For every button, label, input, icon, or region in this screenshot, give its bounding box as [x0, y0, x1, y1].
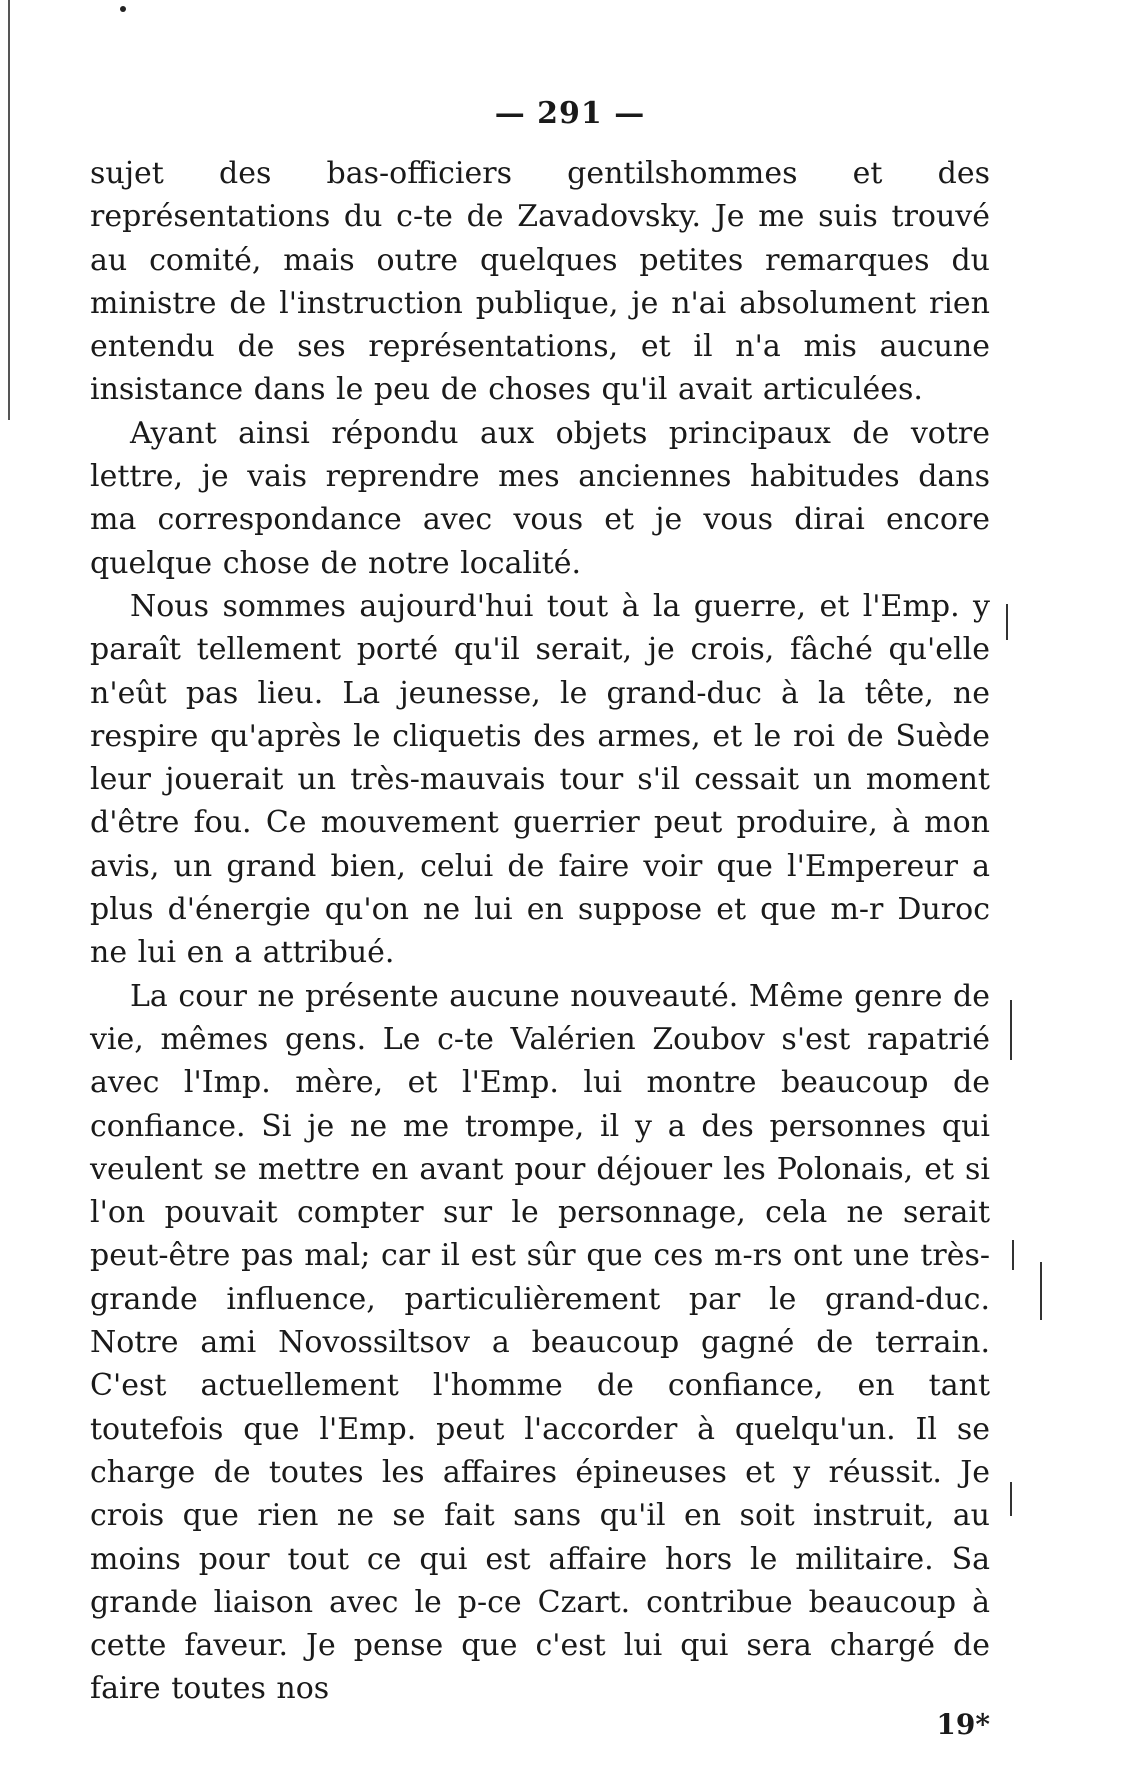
margin-mark-2	[1010, 1000, 1012, 1060]
ink-dot	[120, 6, 126, 12]
page-number: — 291 —	[494, 96, 646, 131]
paragraph-1: sujet des bas-officiers gentilshommes et des représentations du c-te de Zavadovsky. Je me suis trouvé au comité, mais outre quelques petites remarques du ministre de l'instruction publique, je n'ai absolument rien entendu de ses représentations, et il n'a mis aucune insistance dans le peu de choses qu'il avait articulées.	[90, 156, 990, 408]
paragraph-2: Ayant ainsi répondu aux objets principaux de votre lettre, je vais reprendre mes anciennes habitudes dans ma correspondance avec vous et je vous dirai encore quelque chose de notre localité.	[90, 415, 990, 581]
margin-mark-4	[1040, 1262, 1042, 1320]
margin-mark-3	[1012, 1240, 1014, 1270]
paragraph-4: La cour ne présente aucune nouveauté. Même genre de vie, mêmes gens. Le c-te Valérien Zoubov s'est rapatrié avec l'Imp. mère, et l'Emp. lui montre beaucoup de confiance. Si je ne me trompe, il y a des personnes qui veulent se mettre en avant pour déjouer les Polonais, et si l'on pouvait compter sur le personnage, cela ne serait peut-être pas mal; car il est sûr que ces m-rs ont une très-grande influence, particulièrement par le grand-duc. Notre ami Novossiltsov a beaucoup gagné de terrain. C'est actuellement l'homme de confiance, en tant toutefois que l'Emp. peut l'accorder à quelqu'un. Il se charge de toutes les affaires épineuses et y réussit. Je crois que rien ne se fait sans qu'il en soit instruit, au moins pour tout ce qui est affaire hors le militaire. Sa grande liaison avec le p-ce Czart. contribue beaucoup à cette faveur. Je pense que c'est lui qui sera chargé de faire toutes nos	[90, 978, 990, 1707]
margin-mark-5	[1010, 1482, 1012, 1516]
margin-mark-1	[1006, 604, 1008, 640]
paragraph-3: Nous sommes aujourd'hui tout à la guerre, et l'Emp. y paraît tellement porté qu'il serait, je crois, fâché qu'elle n'eût pas lieu. La jeunesse, le grand-duc à la tête, ne respire qu'après le cliquetis des armes, et le roi de Suède leur jouerait un très-mauvais tour s'il cessait un moment d'être fou. Ce mouvement guerrier peut produire, à mon avis, un grand bien, celui de faire voir que l'Empereur a plus d'énergie qu'on ne lui en suppose et que m-r Duroc ne lui en a attribué.	[90, 588, 990, 971]
page-edge-rule	[8, 0, 10, 420]
signature-mark: 19*	[936, 1708, 990, 1741]
body-text	[90, 152, 990, 1711]
